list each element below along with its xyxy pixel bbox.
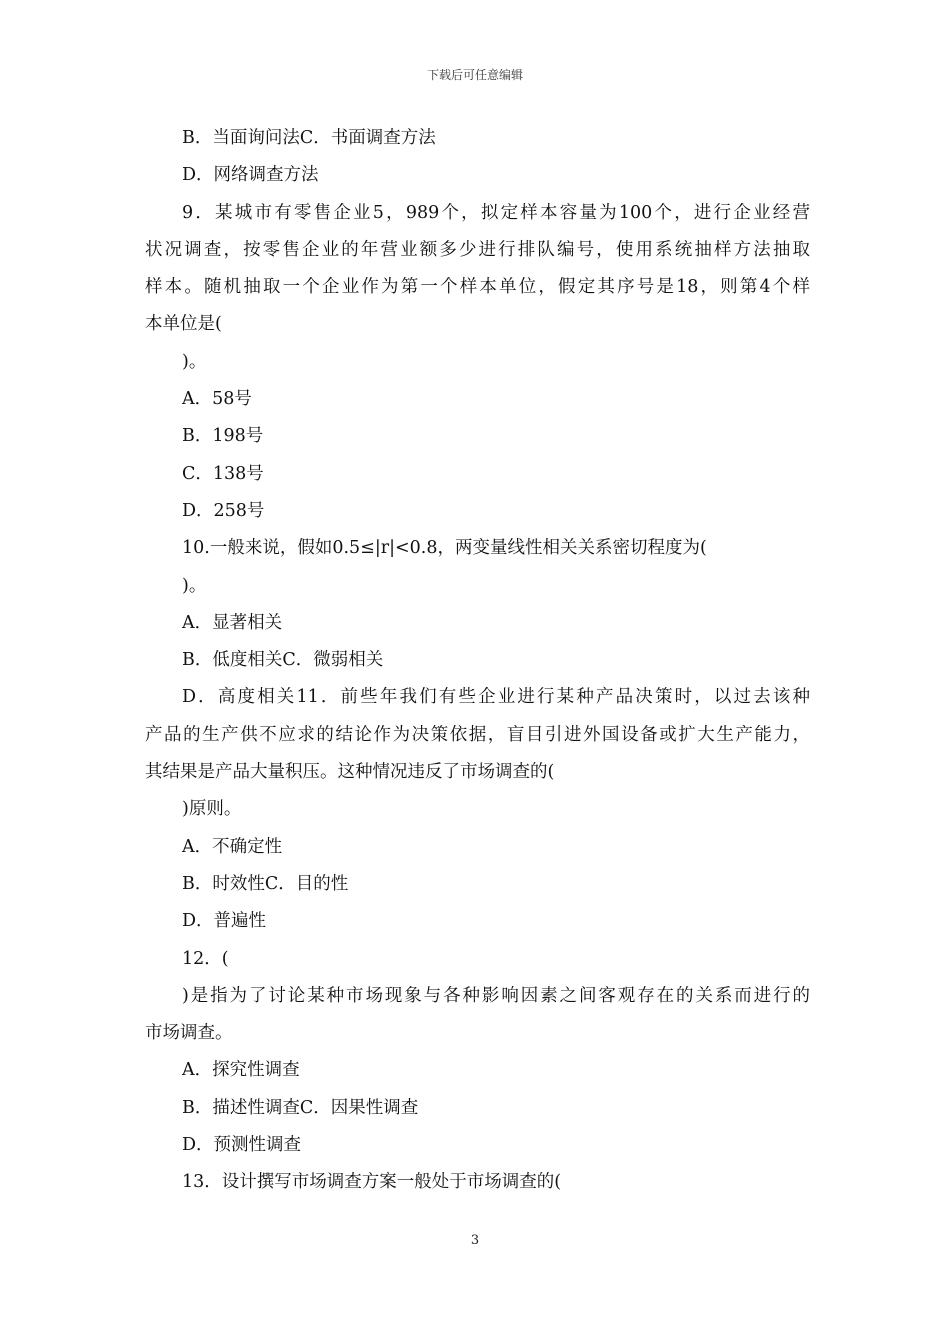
blank-line: )原则。	[182, 799, 242, 820]
option-line: C．138号	[182, 463, 264, 484]
question-13-line: 13．设计撰写市场调查方案一般处于市场调查的(	[182, 1172, 562, 1193]
option-line: D．普遍性	[182, 911, 267, 932]
question-10-line: 10.一般来说，假如0.5≤|r|<0.8，两变量线性相关关系密切程度为(	[182, 538, 707, 559]
question-11-line: D．高度相关11．前些年我们有些企业进行某种产品决策时，以过去该种	[182, 687, 810, 708]
question-9-line: 9．某城市有零售企业5，989个，拟定样本容量为100个，进行企业经营	[182, 202, 810, 223]
option-line: A．探究性调查	[182, 1060, 300, 1081]
question-12-line: 12．(	[182, 948, 229, 969]
option-line: B．时效性C．目的性	[182, 873, 349, 894]
question-9-line: 样本。随机抽取一个企业作为第一个样本单位，假定其序号是18，则第4个样	[145, 277, 810, 298]
question-9-line: 状况调查，按零售企业的年营业额多少进行排队编号，使用系统抽样方法抽取	[145, 239, 810, 260]
option-line: D．258号	[182, 500, 265, 521]
question-11-line: 产品的生产供不应求的结论作为决策依据，盲目引进外国设备或扩大生产能力，	[145, 724, 810, 745]
option-line: A．显著相关	[182, 612, 283, 633]
blank-line: )。	[182, 575, 207, 596]
page-number: 3	[470, 1233, 480, 1248]
page-header: 下载后可任意编辑	[426, 68, 523, 82]
question-12-line: )是指为了讨论某种市场现象与各种影响因素之间客观存在的关系而进行的	[182, 985, 810, 1006]
option-line: B．当面询问法C．书面调查方法	[182, 128, 436, 148]
question-11-line: 其结果是产品大量积压。这种情况违反了市场调查的(	[145, 762, 555, 783]
question-9-line: 本单位是(	[145, 314, 222, 335]
option-line: A．不确定性	[182, 836, 283, 857]
document-body	[145, 120, 810, 1202]
option-line: A．58号	[182, 389, 252, 410]
option-line: B．描述性调查C．因果性调查	[182, 1097, 419, 1118]
question-12-line: 市场调查。	[145, 1023, 233, 1044]
blank-line: )。	[182, 351, 207, 372]
option-line: B．低度相关C．微弱相关	[182, 650, 384, 671]
option-line: D．网络调查方法	[182, 165, 319, 186]
option-line: D．预测性调查	[182, 1135, 302, 1156]
option-line: B．198号	[182, 426, 264, 447]
